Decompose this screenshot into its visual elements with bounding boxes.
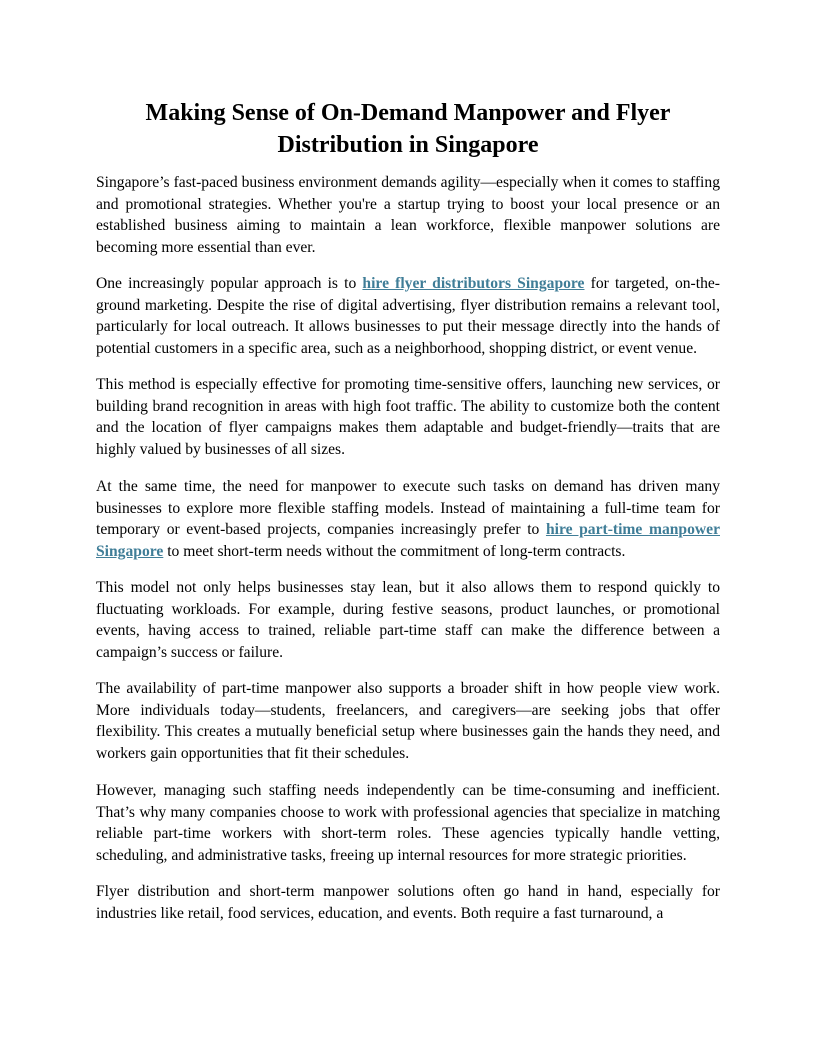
paragraph-closing: Flyer distribution and short-term manpower solutions often go hand in hand, especially for industries like retail, food services, education, and events. Both require a fast turnaround, a (96, 883, 720, 922)
paragraph-agencies: However, managing such staffing needs independently can be time-consuming and inefficient. That’s why many companies choose to work with professional agencies that specialize in matching reliable part-time workers with short-term roles. These agencies typically handle vetting, scheduling, and administrative tasks, freeing up internal resources for more strategic priorities. (96, 782, 720, 864)
paragraph-text: At the same time, the need for manpower to execute such tasks on demand has driven many businesses to explore more flexible staffing models. Instead of maintaining a full-time team for temporary or event-based projects, companies increasingly prefer to (96, 478, 720, 539)
hire-flyer-distributors-link[interactable]: hire flyer distributors Singapore (362, 275, 585, 292)
paragraph-intro: Singapore’s fast-paced business environment demands agility—especially when it comes to staffing and promotional strategies. Whether you're a startup trying to boost your local presence or an established business aiming to maintain a lean workforce, flexible manpower solutions are becoming more essential than ever. (96, 174, 720, 256)
paragraph-text: One increasingly popular approach is to (96, 275, 363, 292)
paragraph-flyer-approach (96, 273, 720, 359)
paragraph-text: to meet short-term needs without the commitment of long-term contracts. (163, 542, 626, 560)
paragraph-manpower-need (96, 476, 720, 562)
paragraph-availability: The availability of part-time manpower also supports a broader shift in how people view work. More individuals today—students, freelancers, and caregivers—are seeking jobs that offer flexibility. This creates a mutually beneficial setup where businesses gain the hands they need, and workers gain opportunities that fit their schedules. (96, 680, 720, 762)
page-title: Making Sense of On-Demand Manpower and Flyer Distribution in Singapore (145, 100, 671, 158)
hire-part-time-manpower-link[interactable]: hire part-time manpower Singapore (96, 521, 720, 560)
paragraph-method: This method is especially effective for promoting time-sensitive offers, launching new services, or building brand recognition in areas with high foot traffic. The ability to customize both the content and the location of flyer campaigns makes them adaptable and budget-friendly—traits that are highly valued by businesses of all sizes. (96, 376, 720, 458)
paragraph-text: for targeted, on-the-ground marketing. Despite the rise of digital advertising, flyer distribution remains a relevant tool, particularly for local outreach. It allows businesses to put their message directly into the hands of potential customers in a specific area, such as a neighborhood, shopping district, or event venue. (96, 275, 720, 357)
paragraph-model: This model not only helps businesses stay lean, but it also allows them to respond quickly to fluctuating workloads. For example, during festive seasons, product launches, or promotional events, having access to trained, reliable part-time staff can make the difference between a campaign’s success or failure. (96, 579, 720, 661)
